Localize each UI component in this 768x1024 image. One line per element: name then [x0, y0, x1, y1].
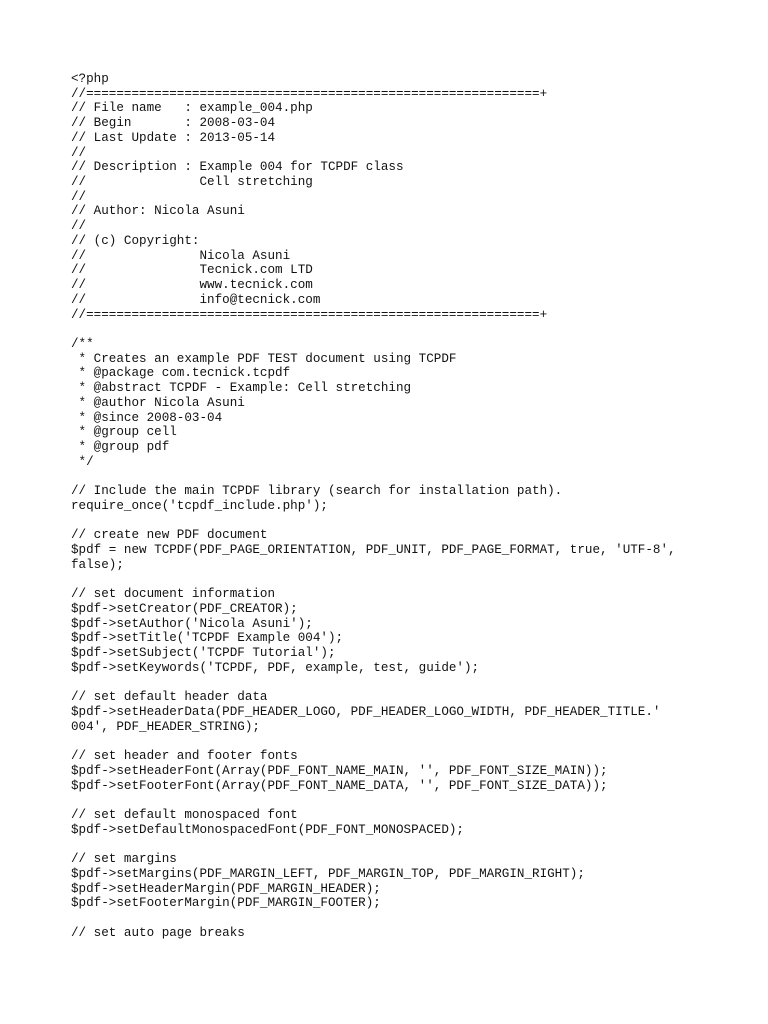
code-line: // www.tecnick.com	[71, 278, 313, 293]
code-line: //============================================================+	[71, 86, 548, 101]
code-line	[71, 793, 751, 808]
code-line	[71, 734, 751, 749]
code-line: $pdf->setMargins(PDF_MARGIN_LEFT, PDF_MARGIN_TOP, PDF_MARGIN_RIGHT);	[71, 866, 585, 881]
code-line: $pdf->setHeaderData(PDF_HEADER_LOGO, PDF_HEADER_LOGO_WIDTH, PDF_HEADER_TITLE.'	[71, 704, 661, 719]
code-line: // Author: Nicola Asuni	[71, 204, 245, 219]
code-line: // Include the main TCPDF library (search for installation path).	[71, 484, 563, 499]
code-line: // create new PDF document	[71, 528, 268, 543]
code-line: // Nicola Asuni	[71, 248, 291, 263]
code-line: * @package com.tecnick.tcpdf	[71, 366, 291, 381]
code-line: $pdf->setSubject('TCPDF Tutorial');	[71, 646, 336, 661]
code-line: $pdf->setTitle('TCPDF Example 004');	[71, 631, 344, 646]
code-line: // Cell stretching	[71, 175, 313, 190]
code-line: /**	[71, 336, 94, 351]
code-line: $pdf->setDefaultMonospacedFont(PDF_FONT_MONOSPACED);	[71, 822, 464, 837]
code-line: $pdf->setAuthor('Nicola Asuni');	[71, 616, 313, 631]
code-line: $pdf->setKeywords('TCPDF, PDF, example, test, guide');	[71, 660, 480, 675]
code-line: require_once('tcpdf_include.php');	[71, 498, 328, 513]
code-line: $pdf->setHeaderMargin(PDF_MARGIN_HEADER);	[71, 881, 381, 896]
code-line: //	[71, 145, 87, 160]
code-line: //	[71, 219, 87, 234]
code-line: // Tecnick.com LTD	[71, 263, 313, 278]
code-line: * @abstract TCPDF - Example: Cell stretching	[71, 381, 412, 396]
code-line: // info@tecnick.com	[71, 292, 321, 307]
code-line: $pdf->setFooterFont(Array(PDF_FONT_NAME_DATA, '', PDF_FONT_SIZE_DATA));	[71, 778, 608, 793]
code-line	[71, 469, 751, 484]
code-line: // File name : example_004.php	[71, 101, 313, 116]
code-line	[71, 911, 751, 926]
code-line: // set document information	[71, 587, 276, 602]
code-line: // set auto page breaks	[71, 925, 245, 940]
code-line: // set margins	[71, 852, 177, 867]
code-line: // Description : Example 004 for TCPDF class	[71, 160, 404, 175]
code-line	[71, 837, 751, 852]
code-line	[71, 675, 751, 690]
code-listing	[71, 72, 751, 940]
code-line: 004', PDF_HEADER_STRING);	[71, 719, 260, 734]
code-line: * @group cell	[71, 425, 177, 440]
code-line: <?php	[71, 72, 109, 86]
code-line: //	[71, 189, 87, 204]
code-line	[71, 514, 751, 529]
code-line: */	[71, 454, 94, 469]
code-line: $pdf->setCreator(PDF_CREATOR);	[71, 601, 298, 616]
code-line	[71, 572, 751, 587]
code-line: //============================================================+	[71, 307, 548, 322]
code-line: // set default header data	[71, 690, 268, 705]
code-line: * @group pdf	[71, 439, 170, 454]
code-line: // set header and footer fonts	[71, 749, 298, 764]
code-line: // Last Update : 2013-05-14	[71, 130, 276, 145]
code-line: * @since 2008-03-04	[71, 410, 223, 425]
code-line: // set default monospaced font	[71, 807, 298, 822]
code-line: $pdf->setHeaderFont(Array(PDF_FONT_NAME_MAIN, '', PDF_FONT_SIZE_MAIN));	[71, 763, 608, 778]
code-line: // Begin : 2008-03-04	[71, 116, 276, 131]
code-line	[71, 322, 751, 337]
code-line: // (c) Copyright:	[71, 233, 200, 248]
code-line: * @author Nicola Asuni	[71, 395, 245, 410]
code-line: $pdf = new TCPDF(PDF_PAGE_ORIENTATION, PDF_UNIT, PDF_PAGE_FORMAT, true, 'UTF-8',	[71, 543, 676, 557]
code-line: $pdf->setFooterMargin(PDF_MARGIN_FOOTER);	[71, 896, 381, 911]
code-line: false);	[71, 557, 124, 572]
code-line: * Creates an example PDF TEST document using TCPDF	[71, 351, 457, 366]
